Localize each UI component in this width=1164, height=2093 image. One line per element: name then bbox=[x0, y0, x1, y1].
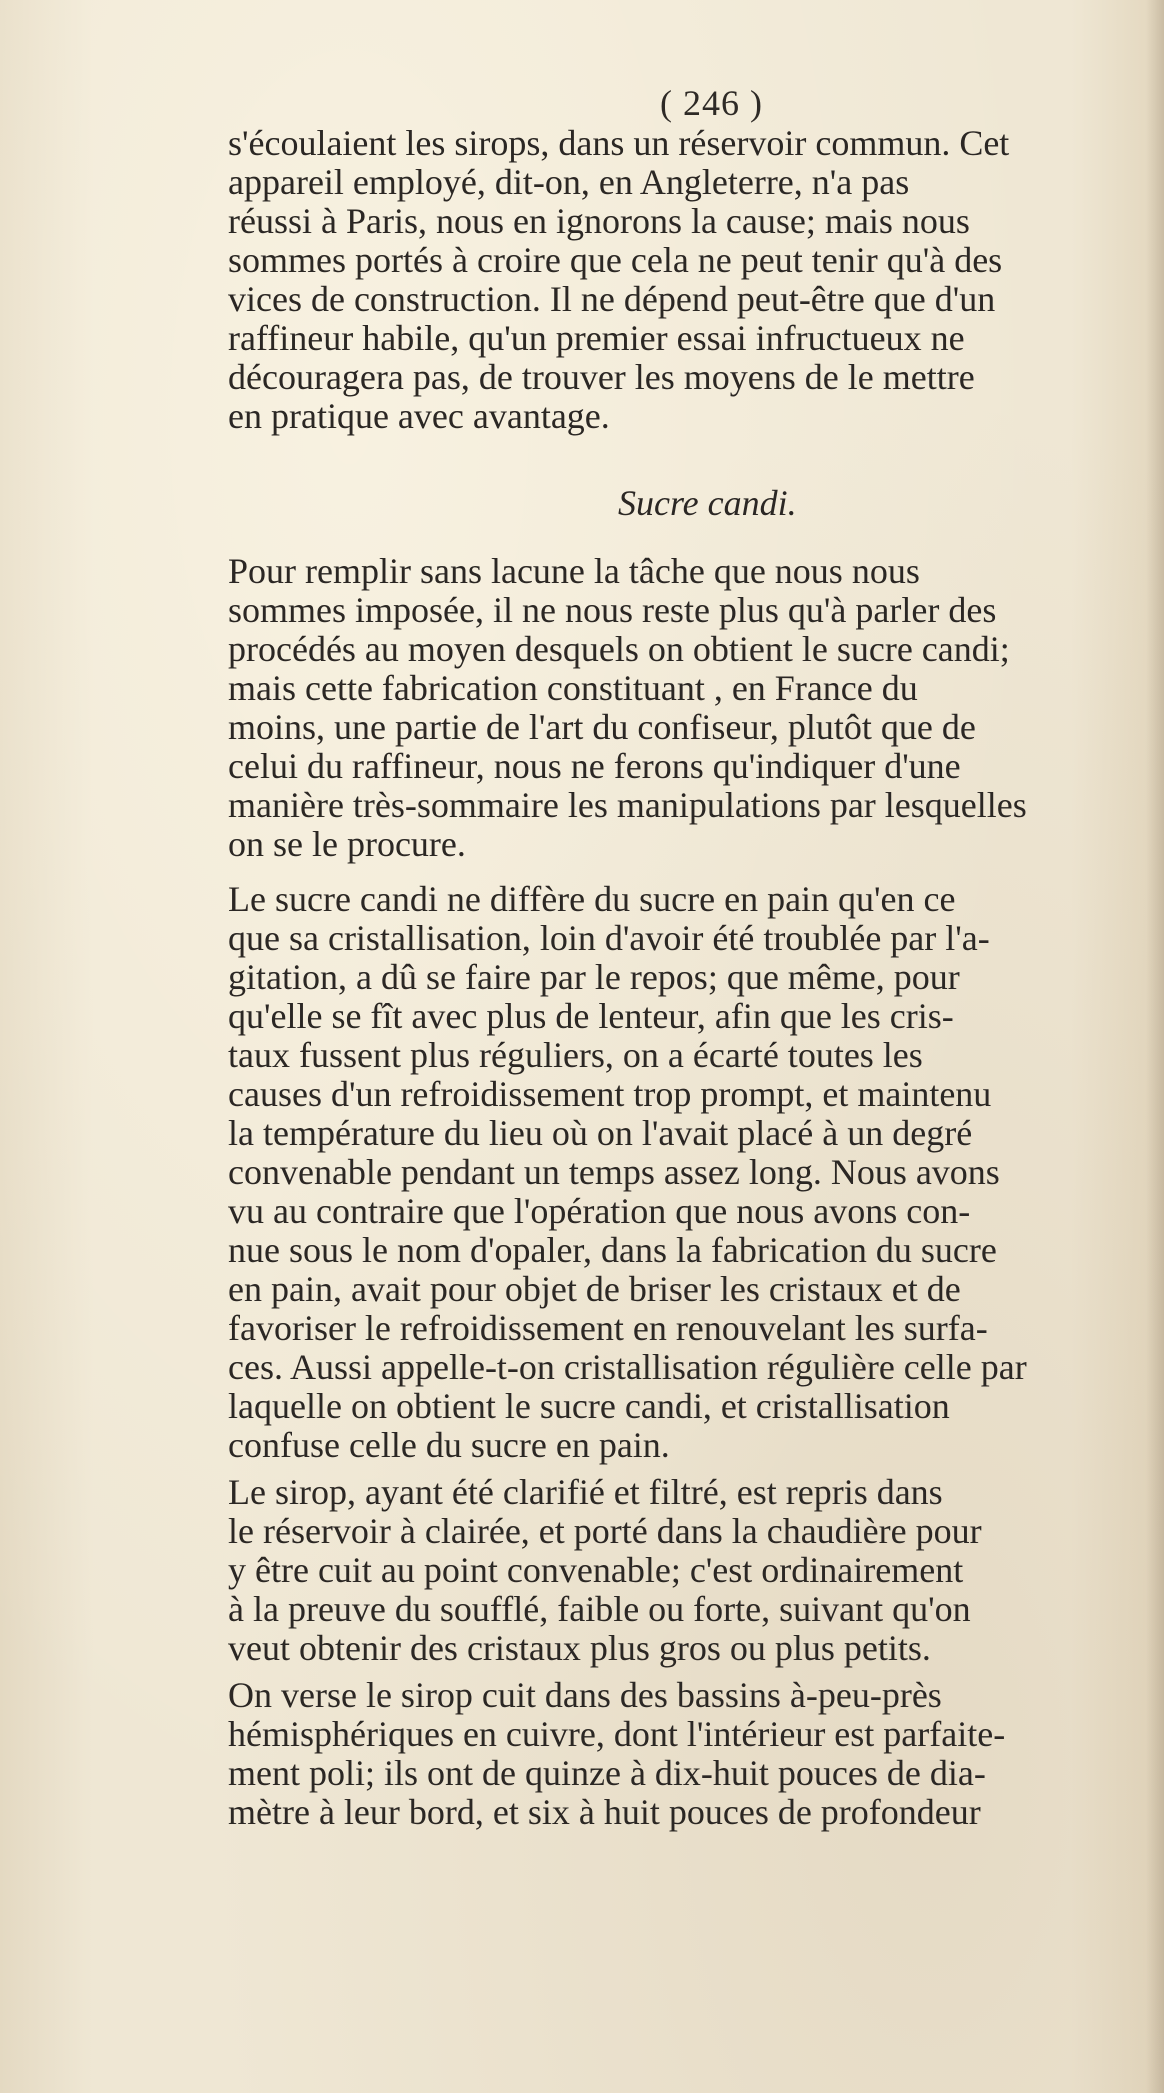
text-line: réussi à Paris, nous en ignorons la cause; mais nous bbox=[228, 201, 970, 241]
text-line: veut obtenir des cristaux plus gros ou plus petits. bbox=[228, 1628, 931, 1668]
text-line: qu'elle se fît avec plus de lenteur, afin que les cris- bbox=[228, 996, 954, 1036]
text-line: en pratique avec avantage. bbox=[228, 396, 610, 436]
text-line: ment poli; ils ont de quinze à dix-huit pouces de dia- bbox=[228, 1753, 986, 1793]
text-line: Pour remplir sans lacune la tâche que nous nous bbox=[228, 551, 920, 591]
text-line: mètre à leur bord, et six à huit pouces de profondeur bbox=[228, 1792, 981, 1832]
text-line: découragera pas, de trouver les moyens de le mettre bbox=[228, 357, 975, 397]
text-line: en pain, avait pour objet de briser les cristaux et de bbox=[228, 1269, 961, 1309]
text-line: à la preuve du soufflé, faible ou forte, suivant qu'on bbox=[228, 1589, 971, 1629]
text-line: Le sirop, ayant été clarifié et filtré, est repris dans bbox=[228, 1472, 943, 1512]
text-line: procédés au moyen desquels on obtient le sucre candi; bbox=[228, 629, 1010, 669]
text-line: sommes portés à croire que cela ne peut tenir qu'à des bbox=[228, 240, 1003, 280]
text-line: manière très-sommaire les manipulations par lesquelles bbox=[228, 785, 1027, 825]
text-line: vices de construction. Il ne dépend peut-être que d'un bbox=[228, 279, 996, 319]
text-line: moins, une partie de l'art du confiseur, plutôt que de bbox=[228, 707, 976, 747]
text-line: taux fussent plus réguliers, on a écarté toutes les bbox=[228, 1035, 923, 1075]
text-line: sommes imposée, il ne nous reste plus qu'à parler des bbox=[228, 590, 997, 630]
text-line: la température du lieu où on l'avait placé à un degré bbox=[228, 1113, 973, 1153]
text-line: causes d'un refroidissement trop prompt, et maintenu bbox=[228, 1074, 992, 1114]
text-line: on se le procure. bbox=[228, 824, 466, 864]
text-line: mais cette fabrication constituant , en France du bbox=[228, 668, 918, 708]
text-line: appareil employé, dit-on, en Angleterre, n'a pas bbox=[228, 162, 910, 202]
text-line: gitation, a dû se faire par le repos; que même, pour bbox=[228, 957, 960, 997]
text-line: nue sous le nom d'opaler, dans la fabrication du sucre bbox=[228, 1230, 997, 1270]
text-line: celui du raffineur, nous ne ferons qu'indiquer d'une bbox=[228, 746, 961, 786]
text-line: laquelle on obtient le sucre candi, et cristallisation bbox=[228, 1386, 950, 1426]
text-line: Le sucre candi ne diffère du sucre en pain qu'en ce bbox=[228, 879, 956, 919]
text-line: le réservoir à clairée, et porté dans la chaudière pour bbox=[228, 1511, 982, 1551]
text-line: que sa cristallisation, loin d'avoir été troublée par l'a- bbox=[228, 918, 990, 958]
text-line: favoriser le refroidissement en renouvelant les surfa- bbox=[228, 1308, 988, 1348]
text-line: confuse celle du sucre en pain. bbox=[228, 1425, 670, 1465]
text-line: s'écoulaient les sirops, dans un réservoir commun. Cet bbox=[228, 123, 1010, 163]
text-line: raffineur habile, qu'un premier essai infructueux ne bbox=[228, 318, 965, 358]
page-edge-shadow bbox=[1146, 0, 1164, 2093]
text-line: convenable pendant un temps assez long. Nous avons bbox=[228, 1152, 1000, 1192]
text-line: hémisphériques en cuivre, dont l'intérieur est parfaite- bbox=[228, 1714, 1006, 1754]
text-line: ces. Aussi appelle-t-on cristallisation régulière celle par bbox=[228, 1347, 1027, 1387]
section-heading: Sucre candi. bbox=[618, 483, 797, 523]
text-line: vu au contraire que l'opération que nous avons con- bbox=[228, 1191, 971, 1231]
text-line: On verse le sirop cuit dans des bassins à-peu-près bbox=[228, 1675, 942, 1715]
page-number: ( 246 ) bbox=[660, 83, 763, 123]
text-line: y être cuit au point convenable; c'est ordinairement bbox=[228, 1550, 964, 1590]
